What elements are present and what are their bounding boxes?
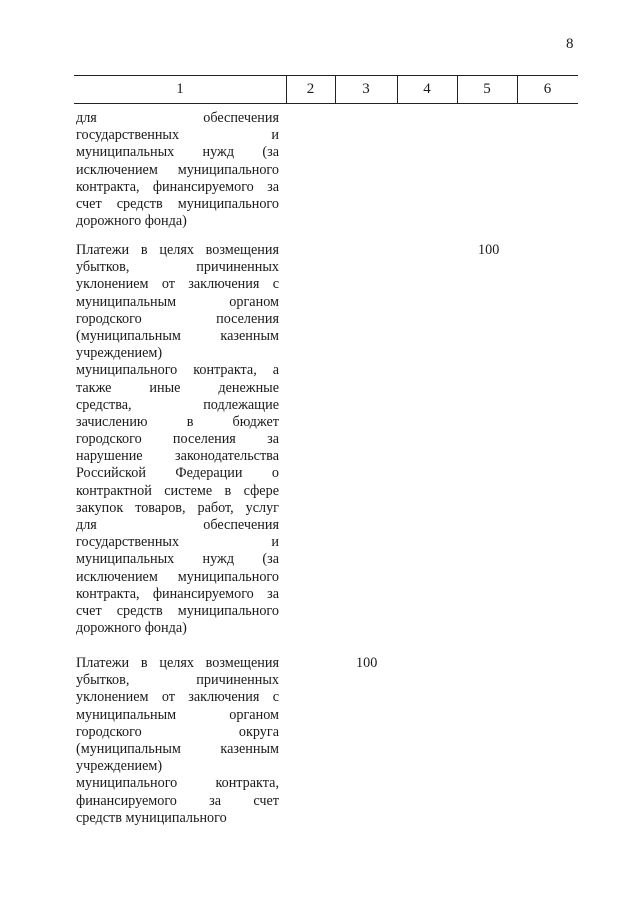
cell-text-line: государственных и: [76, 534, 279, 551]
table-row: [76, 110, 279, 230]
column-header-6: 6: [543, 81, 552, 97]
cell-text-line: исключением муниципального: [76, 568, 279, 585]
cell-text-line: контракта, финансируемого за: [76, 178, 279, 195]
cell-text-line: контракта, финансируемого за: [76, 585, 279, 602]
row-value-col3: 100: [356, 655, 378, 671]
column-header-1: 1: [176, 81, 184, 97]
cell-text-line: уклонением от заключения с: [76, 276, 279, 293]
cell-text-line: исключением муниципального: [76, 161, 279, 178]
cell-text-line: зачислению в бюджет: [76, 413, 279, 430]
cell-text-line: счет средств муниципального: [76, 602, 279, 619]
column-header-3: 3: [362, 81, 370, 97]
cell-text-line: для обеспечения: [76, 110, 279, 126]
cell-text-line: дорожного фонда): [76, 213, 187, 230]
cell-text-line: убытков, причиненных: [76, 259, 279, 276]
cell-text-line: финансируемого за счет: [76, 792, 279, 809]
cell-text-line: нарушение законодательства: [76, 448, 279, 465]
cell-text-line: Российской Федерации о: [76, 465, 279, 482]
cell-text-line: уклонением от заключения с: [76, 689, 279, 706]
cell-text-line: Платежи в целях возмещения: [76, 242, 279, 258]
cell-text-line: убытков, причиненных: [76, 672, 279, 689]
cell-text-line: муниципального контракта,: [76, 775, 279, 792]
cell-text-line: закупок товаров, работ, услуг: [76, 499, 279, 516]
cell-text-line: Платежи в целях возмещения: [76, 655, 279, 671]
cell-text-line: счет средств муниципального: [76, 195, 279, 212]
cell-text-line: контрактной системе в сфере: [76, 482, 279, 499]
cell-text-line: учреждением): [76, 758, 163, 775]
cell-text-line: средств муниципального: [76, 809, 227, 826]
cell-text-line: (муниципальным казенным: [76, 740, 279, 757]
table-row: [76, 242, 279, 637]
column-header-2: 2: [306, 81, 315, 97]
row-value-col5: 100: [478, 242, 500, 258]
cell-text-line: дорожного фонда): [76, 620, 187, 637]
cell-text-line: учреждением): [76, 345, 163, 362]
cell-text-line: средства, подлежащие: [76, 396, 279, 413]
cell-text-line: для обеспечения: [76, 517, 279, 533]
cell-text-line: государственных и: [76, 127, 279, 144]
cell-text-line: муниципального контракта, а: [76, 362, 279, 379]
column-header-4: 4: [423, 81, 431, 97]
cell-text-line: также иные денежные: [76, 379, 279, 396]
header-top-rule: [74, 75, 578, 76]
cell-text-line: муниципальных нужд (за: [76, 551, 279, 568]
table-row: [76, 655, 279, 827]
cell-text-line: городского поселения: [76, 310, 279, 327]
cell-text-line: городского поселения за: [76, 431, 279, 448]
page-number: 8: [566, 36, 574, 52]
cell-text-line: (муниципальным казенным: [76, 327, 279, 344]
cell-text-line: муниципальных нужд (за: [76, 144, 279, 161]
cell-text-line: городского округа: [76, 723, 279, 740]
cell-text-line: муниципальным органом: [76, 293, 279, 310]
column-header-5: 5: [483, 81, 491, 97]
header-bottom-rule: [74, 103, 578, 104]
cell-text-line: муниципальным органом: [76, 706, 279, 723]
